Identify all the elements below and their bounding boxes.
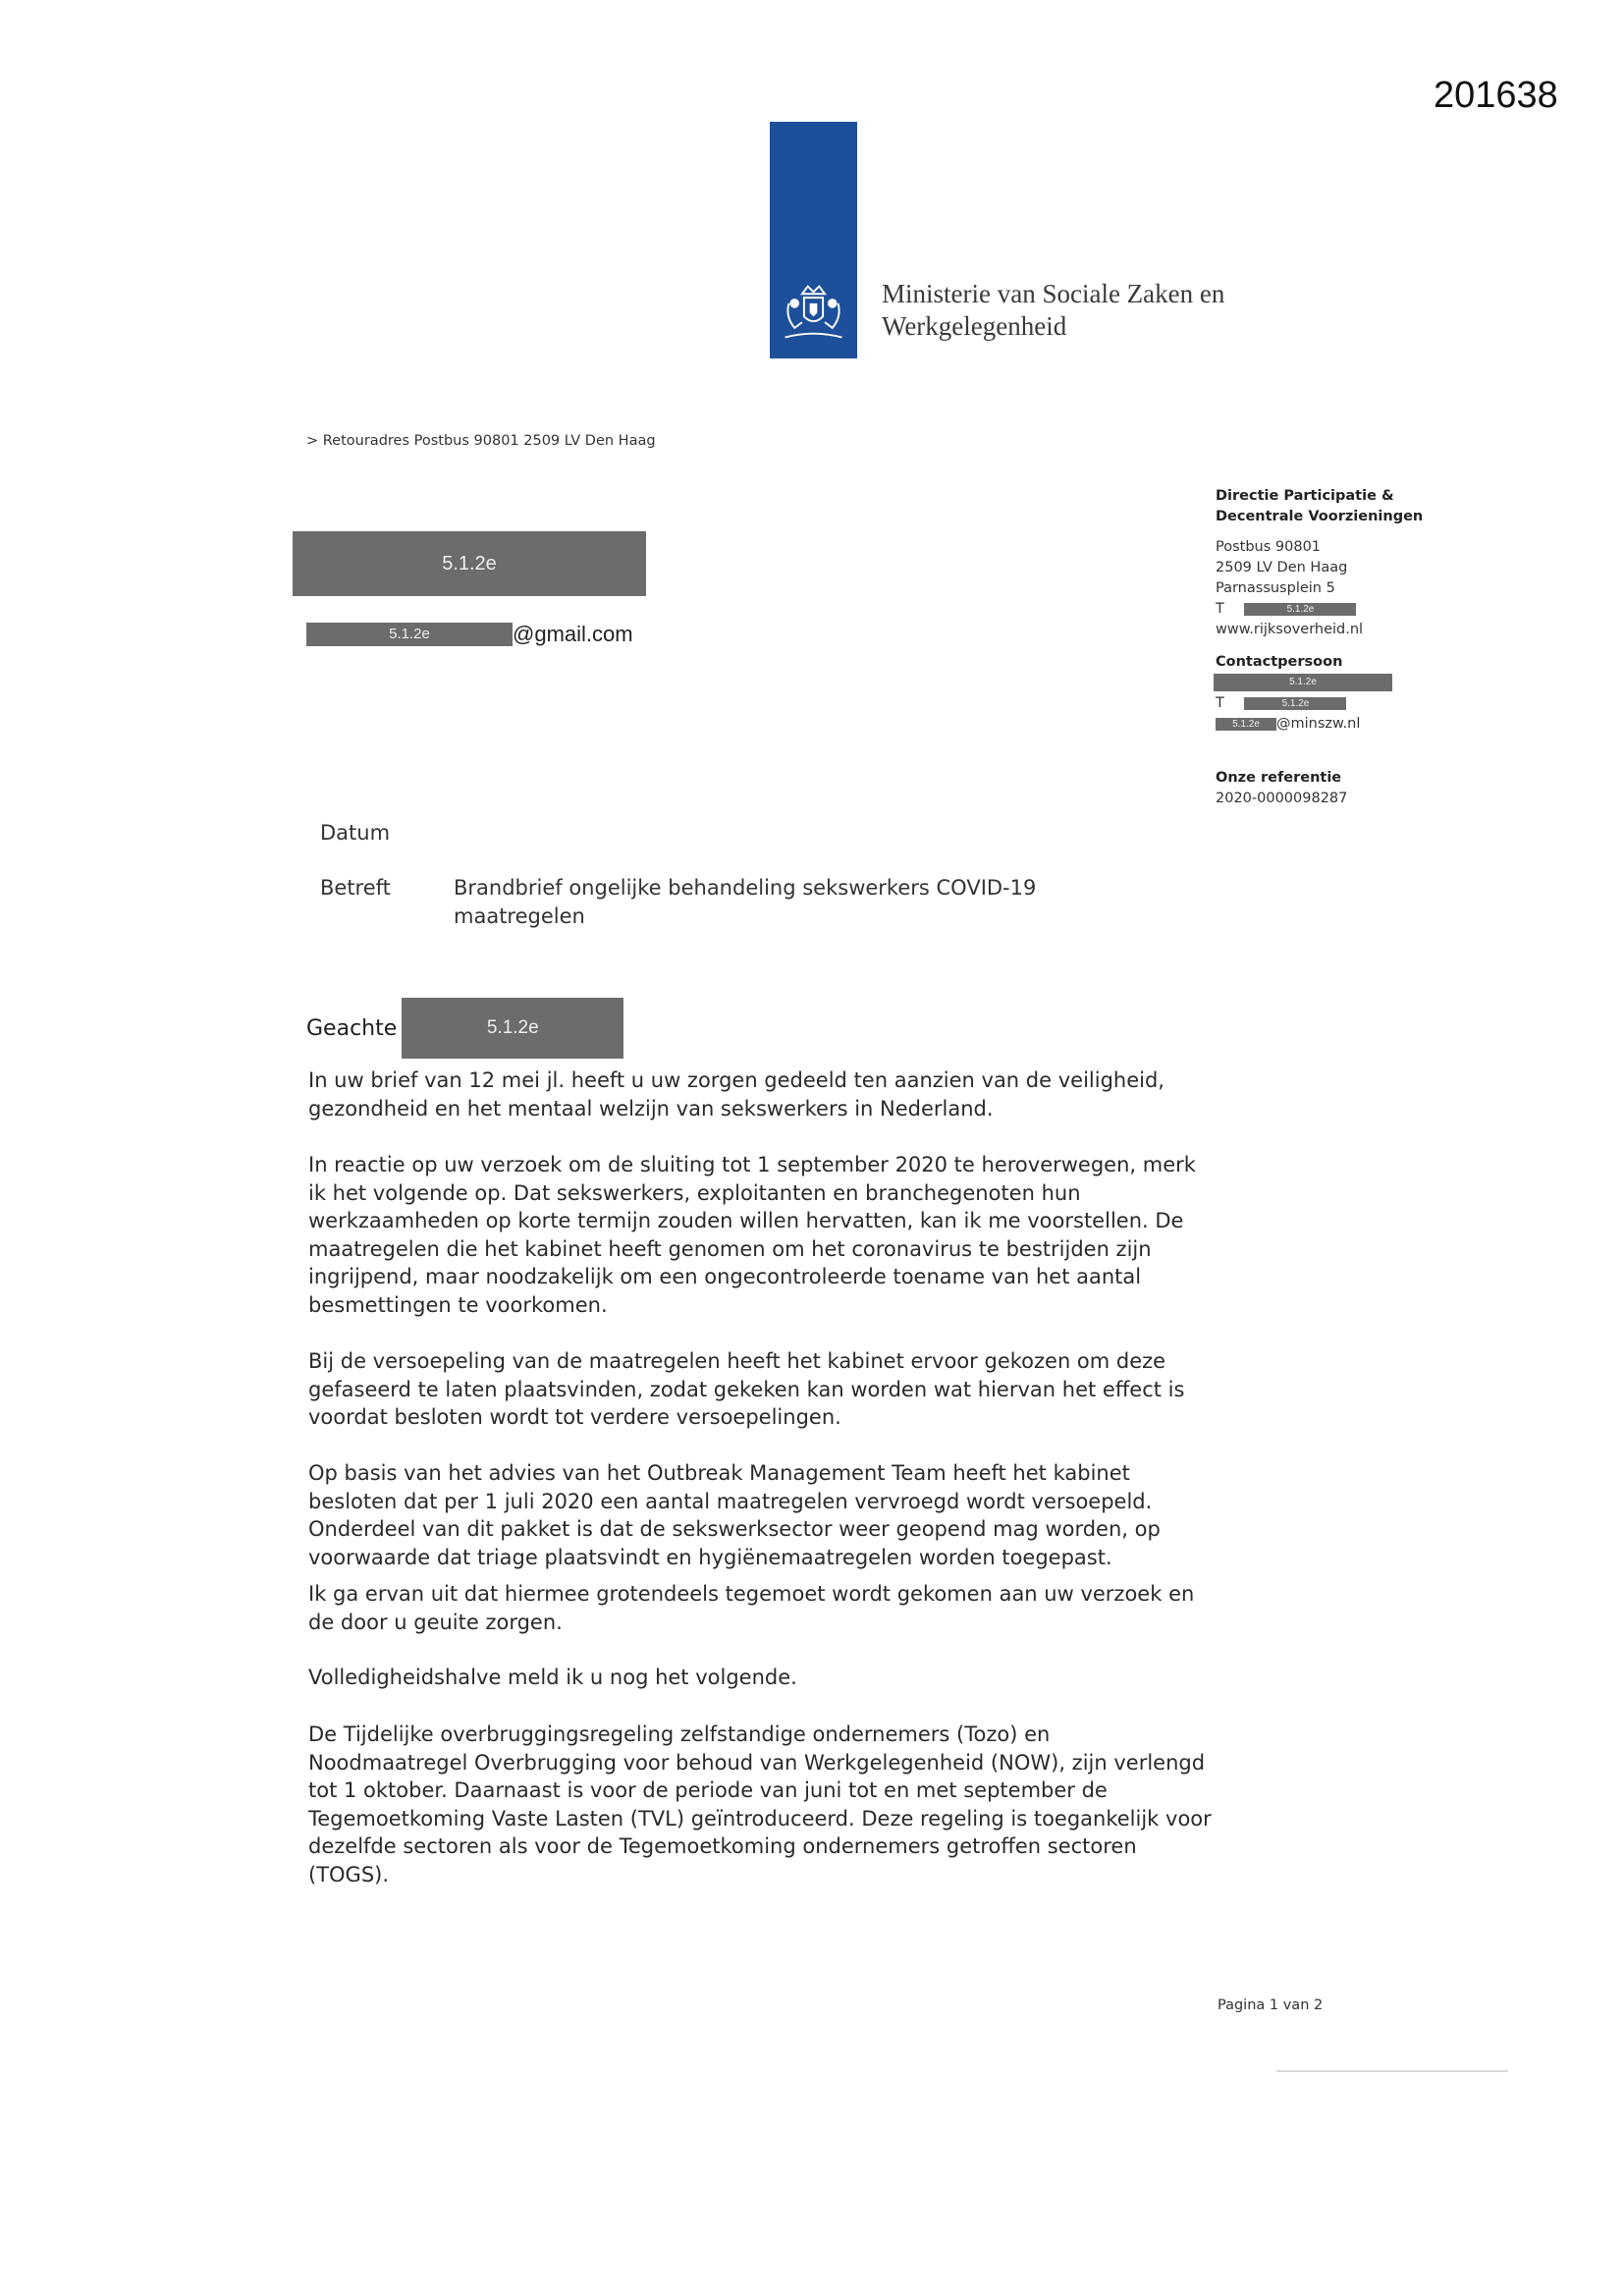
contact-block (1216, 652, 1392, 735)
page-number: Pagina 1 van 2 (1218, 1997, 1324, 2013)
paragraph-text: Ik ga ervan uit dat hiermee grotendeels tegemoet wordt gekomen aan uw verzoek en de door u geuite zorgen. (308, 1582, 1195, 1634)
postbus: Postbus 90801 (1216, 539, 1322, 555)
contact-email-line (1216, 714, 1392, 735)
document-number: 201638 (1434, 75, 1558, 116)
reference-heading: Onze referentie (1216, 770, 1342, 786)
reference-value: 2020-0000098287 (1216, 791, 1348, 806)
email-redaction: 5.1.2e (306, 623, 513, 646)
ministry-name-line2: Werkgelegenheid (882, 311, 1067, 341)
phone-redaction: 5.1.2e (1244, 603, 1356, 616)
addressee-email (306, 622, 633, 647)
addressee-redaction: 5.1.2e (293, 531, 646, 596)
paragraph-text: Bij de versoepeling van de maatregelen heeft het kabinet ervoor gekozen om deze gefaseerd te laten plaatsvinden, zodat gekeken kan worden wat hiervan het effect is voordat besloten wordt tot verdere versoepelingen. (308, 1349, 1185, 1429)
email-domain: @gmail.com (513, 622, 633, 646)
ministry-logo-bar (770, 122, 857, 358)
subject-text: Brandbrief ongelijke behandeling sekswerkers COVID-19 maatregelen (454, 876, 1037, 928)
website: www.rijksoverheid.nl (1216, 622, 1364, 637)
city: 2509 LV Den Haag (1216, 560, 1348, 575)
street: Parnassusplein 5 (1216, 580, 1335, 596)
salutation-greeting: Geachte (306, 1015, 398, 1041)
subject-label: Betreft (320, 876, 391, 900)
contact-heading: Contactpersoon (1216, 654, 1343, 670)
body-paragraph-1 (308, 1066, 1212, 1122)
royal-crest-icon (776, 275, 851, 351)
phone-prefix: T (1216, 601, 1224, 617)
body-paragraph-7 (308, 1721, 1212, 1888)
department-line1: Directie Participatie & (1216, 488, 1394, 504)
contact-phone-redaction: 5.1.2e (1244, 697, 1346, 710)
body-paragraph-2 (308, 1151, 1212, 1319)
date-label: Datum (320, 821, 391, 845)
phone-line (1216, 599, 1363, 620)
return-address: > Retouradres Postbus 90801 2509 LV Den Haag (306, 433, 656, 449)
ministry-name (882, 278, 1224, 343)
contact-email-redaction: 5.1.2e (1216, 718, 1276, 731)
paragraph-text: In reactie op uw verzoek om de sluiting tot 1 september 2020 te heroverwegen, merk ik het volgende op. Dat sekswerkers, exploitanten en branchegenoten hun werkzaamheden op korte termijn zouden willen hervatten, kan ik me voorstellen. De maatregelen die het kabinet heeft genomen om het coronavirus te bestrijden zijn ingrijpend, maar noodzakelijk om een ongecontroleerde toename van het aantal besmettingen te voorkomen. (308, 1153, 1196, 1317)
body-paragraph-6 (308, 1664, 1212, 1692)
contact-email-domain: @minszw.nl (1276, 716, 1361, 732)
salutation (306, 998, 623, 1059)
contact-phone-line (1216, 693, 1392, 714)
department-name (1216, 486, 1423, 527)
paragraph-text: Op basis van het advies van het Outbreak Management Team heeft het kabinet besloten dat per 1 juli 2020 een aantal maatregelen vervroegd wordt versoepeld. Onderdeel van dit pakket is dat de sekswerksector weer geopend mag worden, op voorwaarde dat triage plaatsvindt en hygiënemaatregelen worden toegepast. (308, 1461, 1161, 1569)
paragraph-text: In uw brief van 12 mei jl. heeft u uw zorgen gedeeld ten aanzien van de veiligheid, gezondheid en het mentaal welzijn van sekswerkers in Nederland. (308, 1068, 1164, 1121)
reference-block (1216, 768, 1347, 809)
paragraph-text: Volledigheidshalve meld ik u nog het volgende. (308, 1666, 797, 1689)
ministry-name-line1: Ministerie van Sociale Zaken en (882, 279, 1225, 308)
postal-address (1216, 537, 1363, 640)
salutation-redaction: 5.1.2e (402, 998, 623, 1059)
body-paragraph-4 (308, 1459, 1212, 1571)
body-paragraph-3 (308, 1347, 1212, 1432)
contact-name-redaction: 5.1.2e (1214, 674, 1392, 691)
contact-phone-prefix: T (1216, 695, 1224, 711)
body-paragraph-5 (308, 1580, 1212, 1636)
department-line2: Decentrale Voorzieningen (1216, 509, 1424, 524)
footer-divider (1276, 2070, 1508, 2072)
paragraph-text: De Tijdelijke overbruggingsregeling zelfstandige ondernemers (Tozo) en Noodmaatregel Overbrugging voor behoud van Werkgelegenheid (NOW), zijn verlengd tot 1 oktober. Daarnaast is voor de periode van juni tot en met september de Tegemoetkoming Vaste Lasten (TVL) geïntroduceerd. Deze regeling is toegankelijk voor dezelfde sectoren als voor de Tegemoetkoming ondernemers getroffen sectoren (TOGS). (308, 1722, 1212, 1886)
